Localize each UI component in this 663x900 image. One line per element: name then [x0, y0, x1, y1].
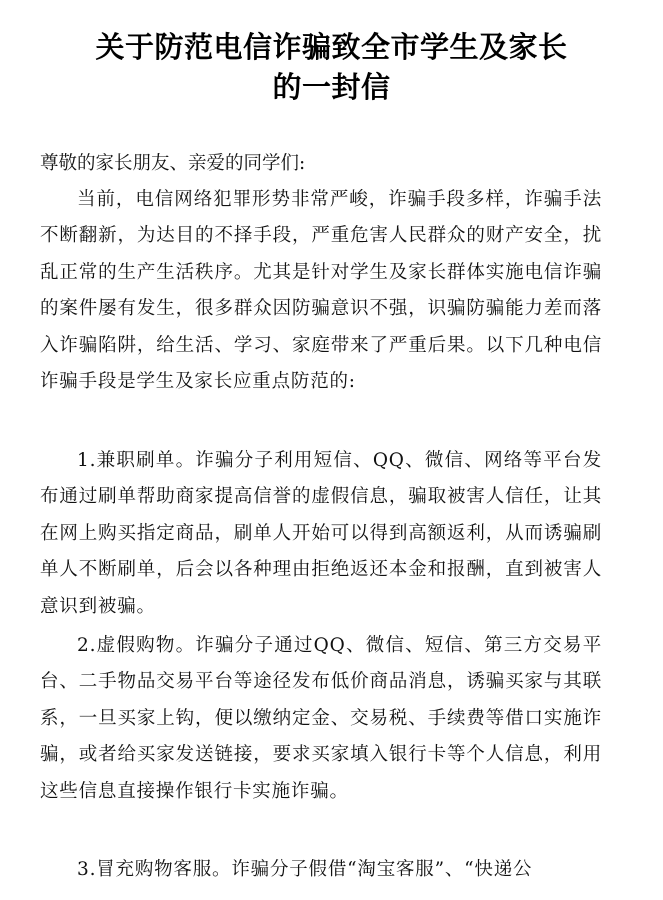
scam-item-fake-customer-service: 3.冒充购物客服。诈骗分子假借“淘宝客服”、“快递公	[77, 859, 533, 880]
scam-item-part-time-brushing: 1.兼职刷单。诈骗分子利用短信、QQ、微信、网络等平台发布通过刷单帮助商家提高信誉的虚假信息，骗取被害人信任，让其在网上购买指定商品，刷单人开始可以得到高额返利，从而诱骗刷单人不断刷单，后会以各种理由拒绝返还本金和报酬，直到被害人意识到被骗。	[40, 450, 602, 617]
intro-paragraph: 当前，电信网络犯罪形势非常严峻，诈骗手段多样，诈骗手法不断翻新，为达目的不择手段，严重危害人民群众的财产安全，扰乱正常的生产生活秩序。尤其是针对学生及家长群体实施电信诈骗的案件屡有发生，很多群众因防骗意识不强，识骗防骗能力差而落入诈骗陷阱，给生活、学习、家庭带来了严重后果。以下几种电信诈骗手段是学生及家长应重点防范的:	[40, 189, 602, 393]
letter-greeting: 尊敬的家长朋友、亲爱的同学们:	[40, 153, 306, 174]
letter-title-line2: 的一封信	[272, 70, 391, 104]
scam-item-fake-shopping: 2.虚假购物。诈骗分子通过QQ、微信、短信、第三方交易平台、二手物品交易平台等途径发布低价商品消息，诱骗买家与其联系，一旦买家上钩，便以缴纳定金、交易税、手续费等借口实施诈骗，或者给买家发送链接，要求买家填入银行卡等个人信息，利用这些信息直接操作银行卡实施诈骗。	[40, 635, 602, 802]
letter-title-line1: 关于防范电信诈骗致全市学生及家长	[95, 30, 568, 64]
